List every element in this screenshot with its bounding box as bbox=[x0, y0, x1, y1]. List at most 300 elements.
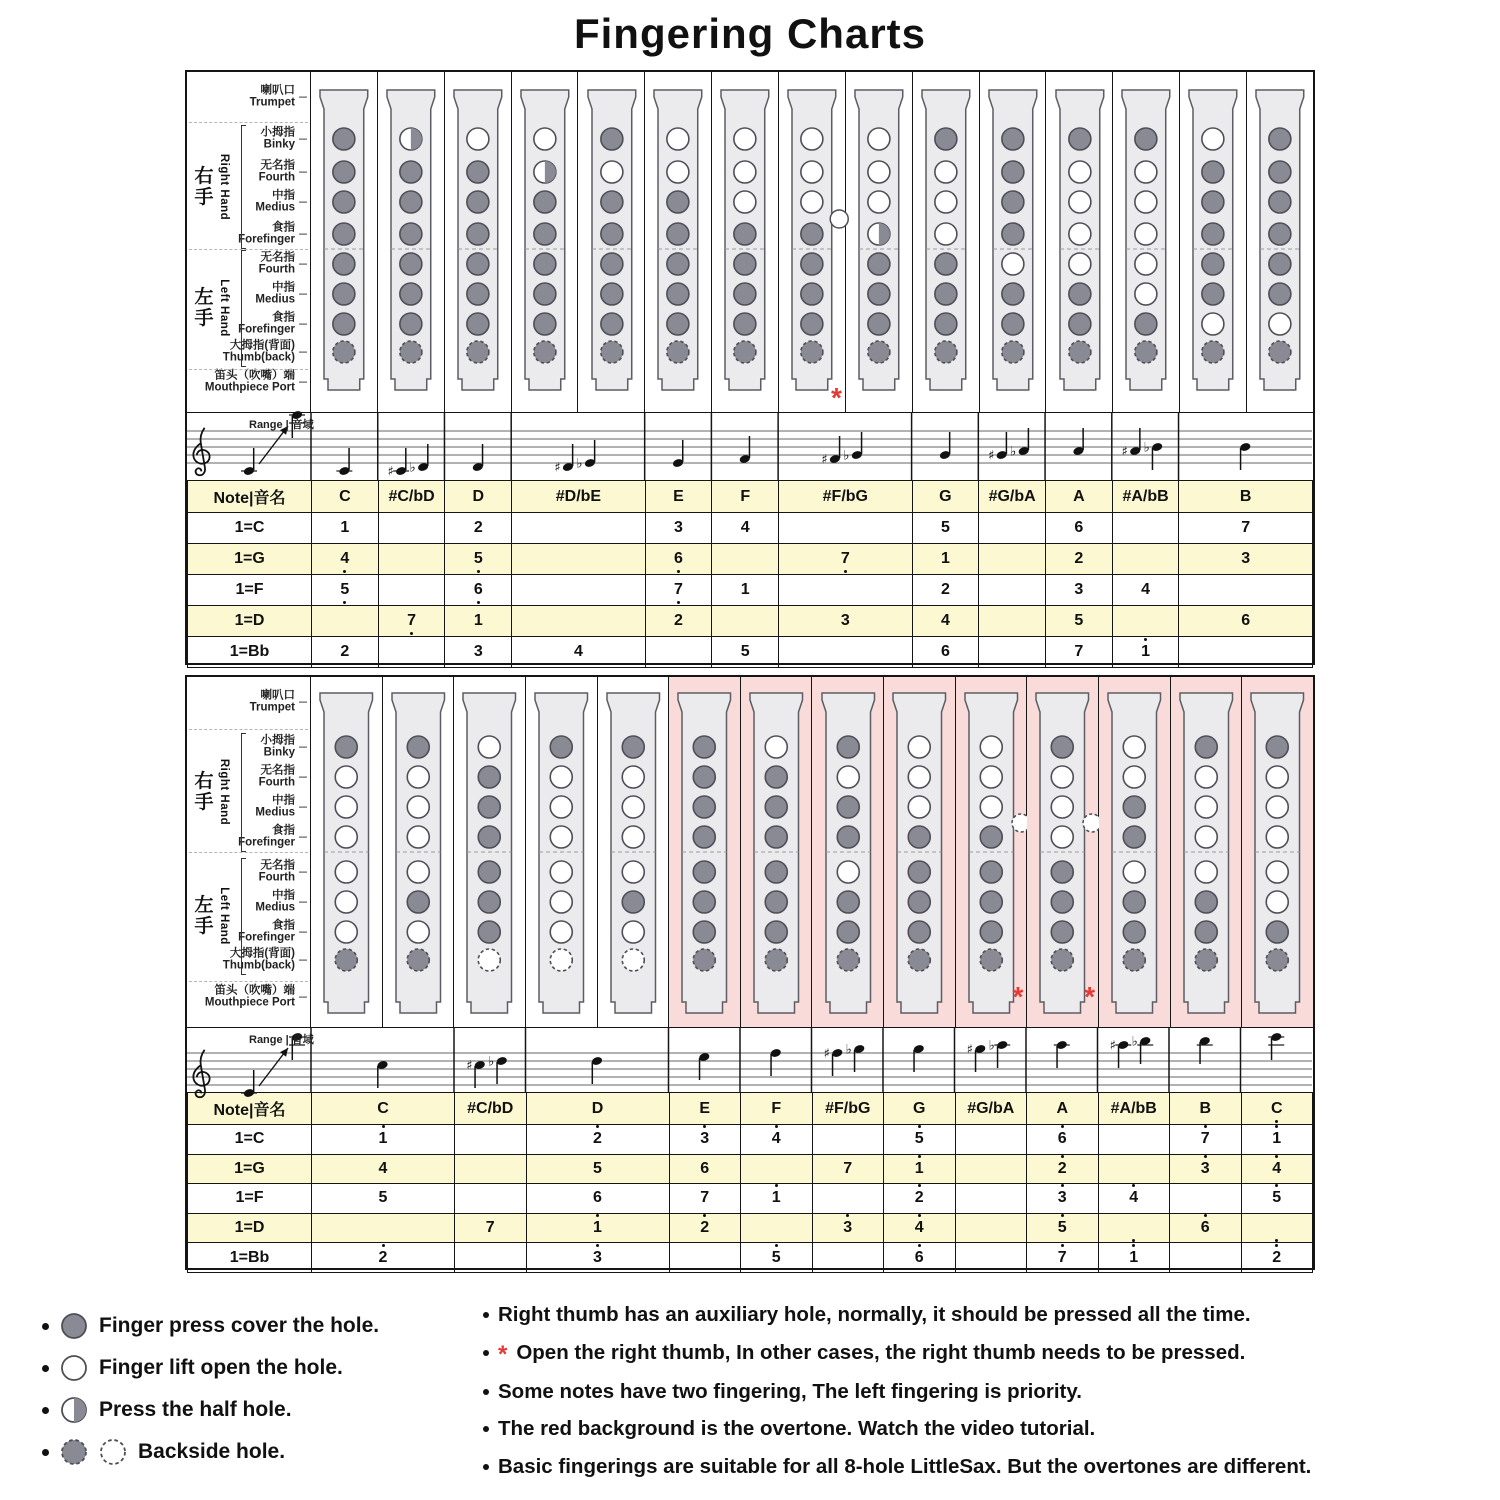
hole-ff bbox=[1269, 223, 1291, 245]
label-tick bbox=[299, 932, 307, 933]
hole-lff bbox=[837, 921, 859, 943]
pitch-cell bbox=[445, 513, 512, 544]
note-item bbox=[483, 1417, 1493, 1442]
pitch-cell bbox=[1241, 1125, 1313, 1155]
key-label: 1=F bbox=[188, 1184, 312, 1214]
instrument-tube bbox=[1250, 691, 1305, 1015]
jianpu-number: 6 bbox=[1241, 612, 1251, 629]
hole-th bbox=[335, 949, 357, 971]
hole-b bbox=[908, 736, 930, 758]
jianpu-number: 6 bbox=[1074, 519, 1084, 536]
fingering-column bbox=[1171, 677, 1243, 1027]
label-tick bbox=[299, 807, 307, 808]
hole-lf bbox=[400, 253, 422, 275]
label-tick bbox=[299, 202, 307, 203]
hole-f bbox=[908, 766, 930, 788]
hole-f bbox=[333, 161, 355, 183]
jianpu-number: 4 bbox=[772, 1131, 781, 1147]
fingering-column bbox=[812, 677, 884, 1027]
pitch-cell bbox=[955, 1184, 1027, 1214]
instrument-tube bbox=[1107, 691, 1162, 1015]
label-tick bbox=[299, 902, 307, 903]
jianpu-number: 1 bbox=[915, 1161, 924, 1177]
note-name: A bbox=[1045, 481, 1112, 513]
hole-th bbox=[801, 341, 823, 363]
jianpu-number: 3 bbox=[1074, 581, 1084, 598]
pitch-cell bbox=[445, 606, 512, 637]
label-tick bbox=[299, 837, 307, 838]
hole-m bbox=[980, 796, 1002, 818]
page-title: Fingering Charts bbox=[573, 10, 927, 57]
label-tick bbox=[299, 324, 307, 325]
pitch-cell bbox=[779, 575, 912, 606]
hole-m bbox=[1135, 191, 1157, 213]
instrument-tube bbox=[1188, 88, 1238, 392]
instrument-diagrams-row bbox=[187, 72, 1313, 412]
hole-lm bbox=[801, 283, 823, 305]
hole-th bbox=[400, 341, 422, 363]
hole-f bbox=[479, 766, 501, 788]
usage-notes bbox=[483, 1303, 1493, 1492]
right-hand-label: 右手 Right Hand bbox=[194, 758, 230, 826]
pitch-cell bbox=[884, 1125, 956, 1155]
hole-lf bbox=[908, 861, 930, 883]
hole-b bbox=[935, 128, 957, 150]
hole-ff bbox=[1202, 223, 1224, 245]
jianpu-number: 2 bbox=[915, 1190, 924, 1206]
jianpu-number: 6 bbox=[700, 1159, 710, 1177]
hole-m bbox=[333, 191, 355, 213]
pitch-cell bbox=[812, 1184, 884, 1214]
hole-ff bbox=[801, 223, 823, 245]
fingering-column bbox=[578, 72, 645, 412]
pitch-cell bbox=[455, 1243, 527, 1273]
instrument-tube bbox=[462, 691, 517, 1015]
accidental-glyph: ♯ bbox=[1121, 444, 1128, 460]
hole-th bbox=[1123, 949, 1145, 971]
jianpu-number: 2 bbox=[674, 612, 683, 629]
pitch-cell bbox=[1045, 544, 1112, 575]
finger-label-column bbox=[187, 72, 311, 412]
jianpu-number: 4 bbox=[378, 1159, 388, 1177]
hole-b bbox=[407, 736, 429, 758]
hole-b bbox=[837, 736, 859, 758]
finger-label-en: Trumpet bbox=[249, 97, 295, 109]
pitch-cell bbox=[1179, 544, 1313, 575]
pitch-cell bbox=[1027, 1125, 1099, 1155]
section-divider bbox=[189, 852, 308, 853]
pitch-cell bbox=[312, 513, 379, 544]
pitch-cell bbox=[1112, 637, 1179, 668]
finger-label bbox=[187, 985, 310, 1010]
hole-lff bbox=[1123, 921, 1145, 943]
hole-th bbox=[667, 341, 689, 363]
pitch-cell bbox=[1045, 575, 1112, 606]
pitch-cell bbox=[712, 637, 779, 668]
hole-m bbox=[1068, 191, 1090, 213]
hole-lm bbox=[868, 283, 890, 305]
jianpu-number: 3 bbox=[843, 1220, 852, 1236]
jianpu-number: 7 bbox=[1201, 1131, 1210, 1147]
note-name: F bbox=[712, 481, 779, 513]
key-label: 1=G bbox=[188, 544, 312, 575]
hole-lff bbox=[333, 313, 355, 335]
hole-f bbox=[400, 161, 422, 183]
fingering-column bbox=[712, 72, 779, 412]
accidental-glyph: ♯ bbox=[988, 448, 995, 464]
finger-label-cjk: 喇叭口 bbox=[260, 84, 295, 97]
hole-f bbox=[935, 161, 957, 183]
hole-f bbox=[600, 161, 622, 183]
fingering-column bbox=[741, 677, 813, 1027]
hole-lm bbox=[765, 891, 787, 913]
hole-lff bbox=[1135, 313, 1157, 335]
label-tick bbox=[299, 872, 307, 873]
hole-f bbox=[550, 766, 572, 788]
jianpu-number: 1 bbox=[1129, 1250, 1138, 1266]
hole-m bbox=[550, 796, 572, 818]
pitch-cell bbox=[312, 544, 379, 575]
finger-label bbox=[187, 735, 310, 760]
bullet-icon bbox=[483, 1312, 489, 1318]
jianpu-number: 4 bbox=[340, 551, 349, 567]
hole-lm bbox=[1202, 283, 1224, 305]
pitch-cell bbox=[378, 544, 445, 575]
hole-ff bbox=[467, 223, 489, 245]
pitch-cell bbox=[712, 606, 779, 637]
jianpu-number: 1 bbox=[593, 1220, 602, 1236]
jianpu-number: 6 bbox=[674, 551, 683, 567]
finger-label-cjk: 食指 bbox=[272, 221, 295, 234]
hole-m bbox=[400, 191, 422, 213]
hole-th bbox=[333, 341, 355, 363]
jianpu-number: 5 bbox=[740, 643, 750, 660]
pitch-cell bbox=[884, 1184, 956, 1214]
key-label: 1=Bb bbox=[188, 637, 312, 668]
note-name: C bbox=[1241, 1093, 1313, 1125]
instrument-tube bbox=[1035, 691, 1090, 1015]
hole-ff bbox=[1002, 223, 1024, 245]
jianpu-number: 2 bbox=[473, 519, 483, 536]
pitch-cell bbox=[955, 1125, 1027, 1155]
jianpu-number: 6 bbox=[940, 643, 950, 660]
hole-lff bbox=[1068, 313, 1090, 335]
jianpu-number: 3 bbox=[593, 1250, 602, 1266]
jianpu-number: 7 bbox=[674, 582, 683, 598]
finger-label-cjk: 无名指 bbox=[260, 859, 295, 872]
pitch-cell bbox=[1241, 1154, 1313, 1184]
finger-label-cjk: 食指 bbox=[272, 824, 295, 837]
pitch-cell bbox=[912, 544, 979, 575]
range-arrow-icon bbox=[280, 1048, 288, 1057]
section-divider bbox=[189, 249, 308, 250]
note-text: Open the right thumb, In other cases, the right thumb needs to be pressed. bbox=[516, 1340, 1246, 1364]
hole-lff bbox=[550, 921, 572, 943]
pitch-cell bbox=[1045, 637, 1112, 668]
hole-lf bbox=[980, 861, 1002, 883]
note-item bbox=[483, 1380, 1493, 1405]
instrument-diagrams-row bbox=[187, 677, 1313, 1027]
pitch-cell bbox=[512, 637, 645, 668]
pitch-cell bbox=[779, 606, 912, 637]
finger-label-en: Forefinger bbox=[238, 932, 295, 944]
jianpu-number: 2 bbox=[1074, 550, 1084, 567]
legend-item-half bbox=[42, 1389, 472, 1431]
note-name: #F/bG bbox=[812, 1093, 884, 1125]
key-label: 1=C bbox=[188, 1125, 312, 1155]
hand-bracket bbox=[241, 125, 246, 249]
note-name: #F/bG bbox=[779, 481, 912, 513]
note-name: D bbox=[526, 1093, 669, 1125]
hole-th bbox=[765, 949, 787, 971]
hole-lm bbox=[935, 283, 957, 305]
pitch-cell bbox=[512, 544, 645, 575]
hole-lf bbox=[1123, 861, 1145, 883]
fingering-column bbox=[526, 677, 598, 1027]
hole-th bbox=[734, 341, 756, 363]
hand-bracket bbox=[241, 733, 246, 852]
finger-label bbox=[187, 252, 310, 277]
pitch-cell bbox=[812, 1243, 884, 1273]
hole-b bbox=[534, 128, 556, 150]
legend-text: Finger press cover the hole. bbox=[99, 1314, 380, 1337]
pitch-cell bbox=[526, 1184, 669, 1214]
hole-ff bbox=[980, 826, 1002, 848]
fingering-column bbox=[846, 72, 913, 412]
hole-th bbox=[407, 949, 429, 971]
hole-lm bbox=[1135, 283, 1157, 305]
note-name: #G/bA bbox=[955, 1093, 1027, 1125]
finger-label-cjk: 食指 bbox=[272, 311, 295, 324]
instrument-tube bbox=[854, 88, 904, 392]
finger-label-cjk: 喇叭口 bbox=[260, 689, 295, 702]
pitch-cell bbox=[669, 1213, 741, 1243]
pitch-cell bbox=[378, 606, 445, 637]
hole-th bbox=[550, 949, 572, 971]
hole-m bbox=[837, 796, 859, 818]
jianpu-number: 3 bbox=[674, 519, 683, 536]
hole-lm bbox=[600, 283, 622, 305]
hole-ff bbox=[479, 826, 501, 848]
hole-lff bbox=[622, 921, 644, 943]
instrument-tube bbox=[821, 691, 876, 1015]
hole-lf bbox=[407, 861, 429, 883]
finger-label-en: Medius bbox=[255, 202, 295, 214]
instrument-tube bbox=[520, 88, 570, 392]
fingering-column bbox=[669, 677, 741, 1027]
hole-lff bbox=[694, 921, 716, 943]
instrument-tube bbox=[787, 88, 837, 392]
hole-legend bbox=[42, 1305, 472, 1473]
finger-label bbox=[187, 860, 310, 885]
hole-th bbox=[1068, 341, 1090, 363]
range-label: Range | 音域 bbox=[249, 1034, 314, 1046]
instrument-tube bbox=[892, 691, 947, 1015]
hole-ff bbox=[694, 826, 716, 848]
pitch-cell bbox=[712, 513, 779, 544]
instrument-tube bbox=[391, 691, 446, 1015]
hole-lm bbox=[479, 891, 501, 913]
note-name: A bbox=[1027, 1093, 1099, 1125]
label-tick bbox=[299, 97, 307, 98]
pitch-cell bbox=[1179, 606, 1313, 637]
pitch-cell bbox=[1170, 1154, 1242, 1184]
hole-lf bbox=[1052, 861, 1074, 883]
accidental-glyph: ♯ bbox=[554, 460, 561, 476]
jianpu-number: 5 bbox=[940, 519, 950, 536]
jianpu-number: 3 bbox=[1058, 1190, 1067, 1206]
hole-f bbox=[765, 766, 787, 788]
hole-lff bbox=[734, 313, 756, 335]
pitch-cell bbox=[912, 575, 979, 606]
finger-label-en: Mouthpiece Port bbox=[204, 997, 295, 1009]
fingering-column bbox=[311, 72, 378, 412]
hole-lm bbox=[1052, 891, 1074, 913]
instrument-tube bbox=[319, 691, 374, 1015]
hole-b bbox=[694, 736, 716, 758]
hole-lm bbox=[734, 283, 756, 305]
hole-lff bbox=[935, 313, 957, 335]
note-text: The red background is the overtone. Watch the video tutorial. bbox=[498, 1417, 1096, 1441]
instrument-tube bbox=[988, 88, 1038, 392]
instrument-tube bbox=[1179, 691, 1234, 1015]
fingering-column bbox=[454, 677, 526, 1027]
jianpu-number: 4 bbox=[1141, 581, 1151, 598]
pitch-cell bbox=[526, 1154, 669, 1184]
hole-f bbox=[734, 161, 756, 183]
hole-lm bbox=[333, 283, 355, 305]
pitch-cell bbox=[378, 513, 445, 544]
finger-label-en: Binky bbox=[263, 747, 295, 759]
finger-label-cjk: 中指 bbox=[272, 189, 295, 202]
hole-lf bbox=[622, 861, 644, 883]
hole-lf bbox=[1135, 253, 1157, 275]
hole-lm bbox=[1267, 891, 1289, 913]
hole-lm bbox=[1068, 283, 1090, 305]
half-hole-icon bbox=[60, 1396, 88, 1424]
overtone-fingering-chart bbox=[185, 675, 1315, 1270]
note-name: C bbox=[312, 1093, 455, 1125]
jianpu-number: 7 bbox=[1058, 1250, 1067, 1266]
label-tick bbox=[299, 172, 307, 173]
pitch-cell bbox=[645, 637, 712, 668]
legend-item-backside bbox=[42, 1431, 472, 1473]
hole-lm bbox=[534, 283, 556, 305]
jianpu-number: 4 bbox=[940, 612, 950, 629]
accidental-glyph: ♯ bbox=[823, 1046, 830, 1062]
hole-lf bbox=[333, 253, 355, 275]
hole-b bbox=[335, 736, 357, 758]
pitch-cell bbox=[1027, 1243, 1099, 1273]
hole-b bbox=[467, 128, 489, 150]
pitch-cell bbox=[979, 637, 1046, 668]
note-name: D bbox=[445, 481, 512, 513]
finger-label-en: Fourth bbox=[258, 777, 295, 789]
hole-lm bbox=[1195, 891, 1217, 913]
pitch-cell bbox=[312, 1125, 455, 1155]
hole-m bbox=[479, 796, 501, 818]
hole-f bbox=[1269, 161, 1291, 183]
finger-label bbox=[187, 370, 310, 395]
label-tick bbox=[299, 234, 307, 235]
jianpu-number: 5 bbox=[772, 1250, 781, 1266]
fingering-column bbox=[598, 677, 670, 1027]
hole-lff bbox=[335, 921, 357, 943]
hole-b bbox=[734, 128, 756, 150]
fingering-column bbox=[1180, 72, 1247, 412]
note-name: C bbox=[312, 481, 379, 513]
hole-lm bbox=[407, 891, 429, 913]
accidental-glyph: ♭ bbox=[488, 1054, 495, 1070]
hole-ff bbox=[407, 826, 429, 848]
hole-ff bbox=[935, 223, 957, 245]
pitch-cell bbox=[1098, 1125, 1170, 1155]
fingering-column bbox=[1242, 677, 1313, 1027]
hole-th bbox=[694, 949, 716, 971]
pitch-cell bbox=[955, 1213, 1027, 1243]
pitch-cell bbox=[312, 1184, 455, 1214]
hole-b bbox=[980, 736, 1002, 758]
instrument-tube bbox=[921, 88, 971, 392]
staff-row bbox=[187, 1027, 1313, 1092]
accidental-glyph: ♭ bbox=[1143, 440, 1150, 456]
legend-item-covered bbox=[42, 1305, 472, 1347]
bullet-icon bbox=[42, 1323, 49, 1330]
pitch-cell bbox=[378, 575, 445, 606]
finger-label-en: Fourth bbox=[258, 172, 295, 184]
hole-ff bbox=[333, 223, 355, 245]
jianpu-number: 6 bbox=[1201, 1220, 1210, 1236]
hole-lm bbox=[1002, 283, 1024, 305]
label-tick bbox=[299, 747, 307, 748]
pitch-cell bbox=[1170, 1243, 1242, 1273]
key-label: 1=D bbox=[188, 1213, 312, 1243]
fingering-column bbox=[1046, 72, 1113, 412]
jianpu-number: 6 bbox=[593, 1189, 602, 1207]
hole-f bbox=[1002, 161, 1024, 183]
fingering-column bbox=[378, 72, 445, 412]
pitch-cell bbox=[979, 606, 1046, 637]
jianpu-number: 4 bbox=[740, 519, 750, 536]
hole-lff bbox=[1195, 921, 1217, 943]
legend-text: Backside hole. bbox=[138, 1440, 286, 1463]
finger-label-en: Trumpet bbox=[249, 702, 295, 714]
note-header: Note|音名 bbox=[188, 481, 312, 513]
fingering-column bbox=[779, 72, 846, 412]
hole-b bbox=[1202, 128, 1224, 150]
hole-lf bbox=[479, 861, 501, 883]
pitch-cell bbox=[1241, 1184, 1313, 1214]
hole-lf bbox=[1068, 253, 1090, 275]
jianpu-number: 7 bbox=[1074, 643, 1084, 660]
treble-clef-icon bbox=[193, 1050, 209, 1097]
pitch-cell bbox=[741, 1243, 813, 1273]
accidental-glyph: ♯ bbox=[466, 1058, 473, 1074]
treble-clef-icon bbox=[193, 428, 209, 475]
hole-lff bbox=[534, 313, 556, 335]
instrument-tube bbox=[653, 88, 703, 392]
pitch-cell bbox=[669, 1243, 741, 1273]
jianpu-number: 2 bbox=[1272, 1250, 1281, 1266]
hole-b bbox=[667, 128, 689, 150]
hole-lf bbox=[550, 861, 572, 883]
fingering-column bbox=[445, 72, 512, 412]
jianpu-number: 7 bbox=[407, 613, 416, 629]
jianpu-number: 7 bbox=[485, 1219, 495, 1237]
hole-b bbox=[765, 736, 787, 758]
hole-m bbox=[734, 191, 756, 213]
jianpu-number: 2 bbox=[700, 1220, 709, 1236]
